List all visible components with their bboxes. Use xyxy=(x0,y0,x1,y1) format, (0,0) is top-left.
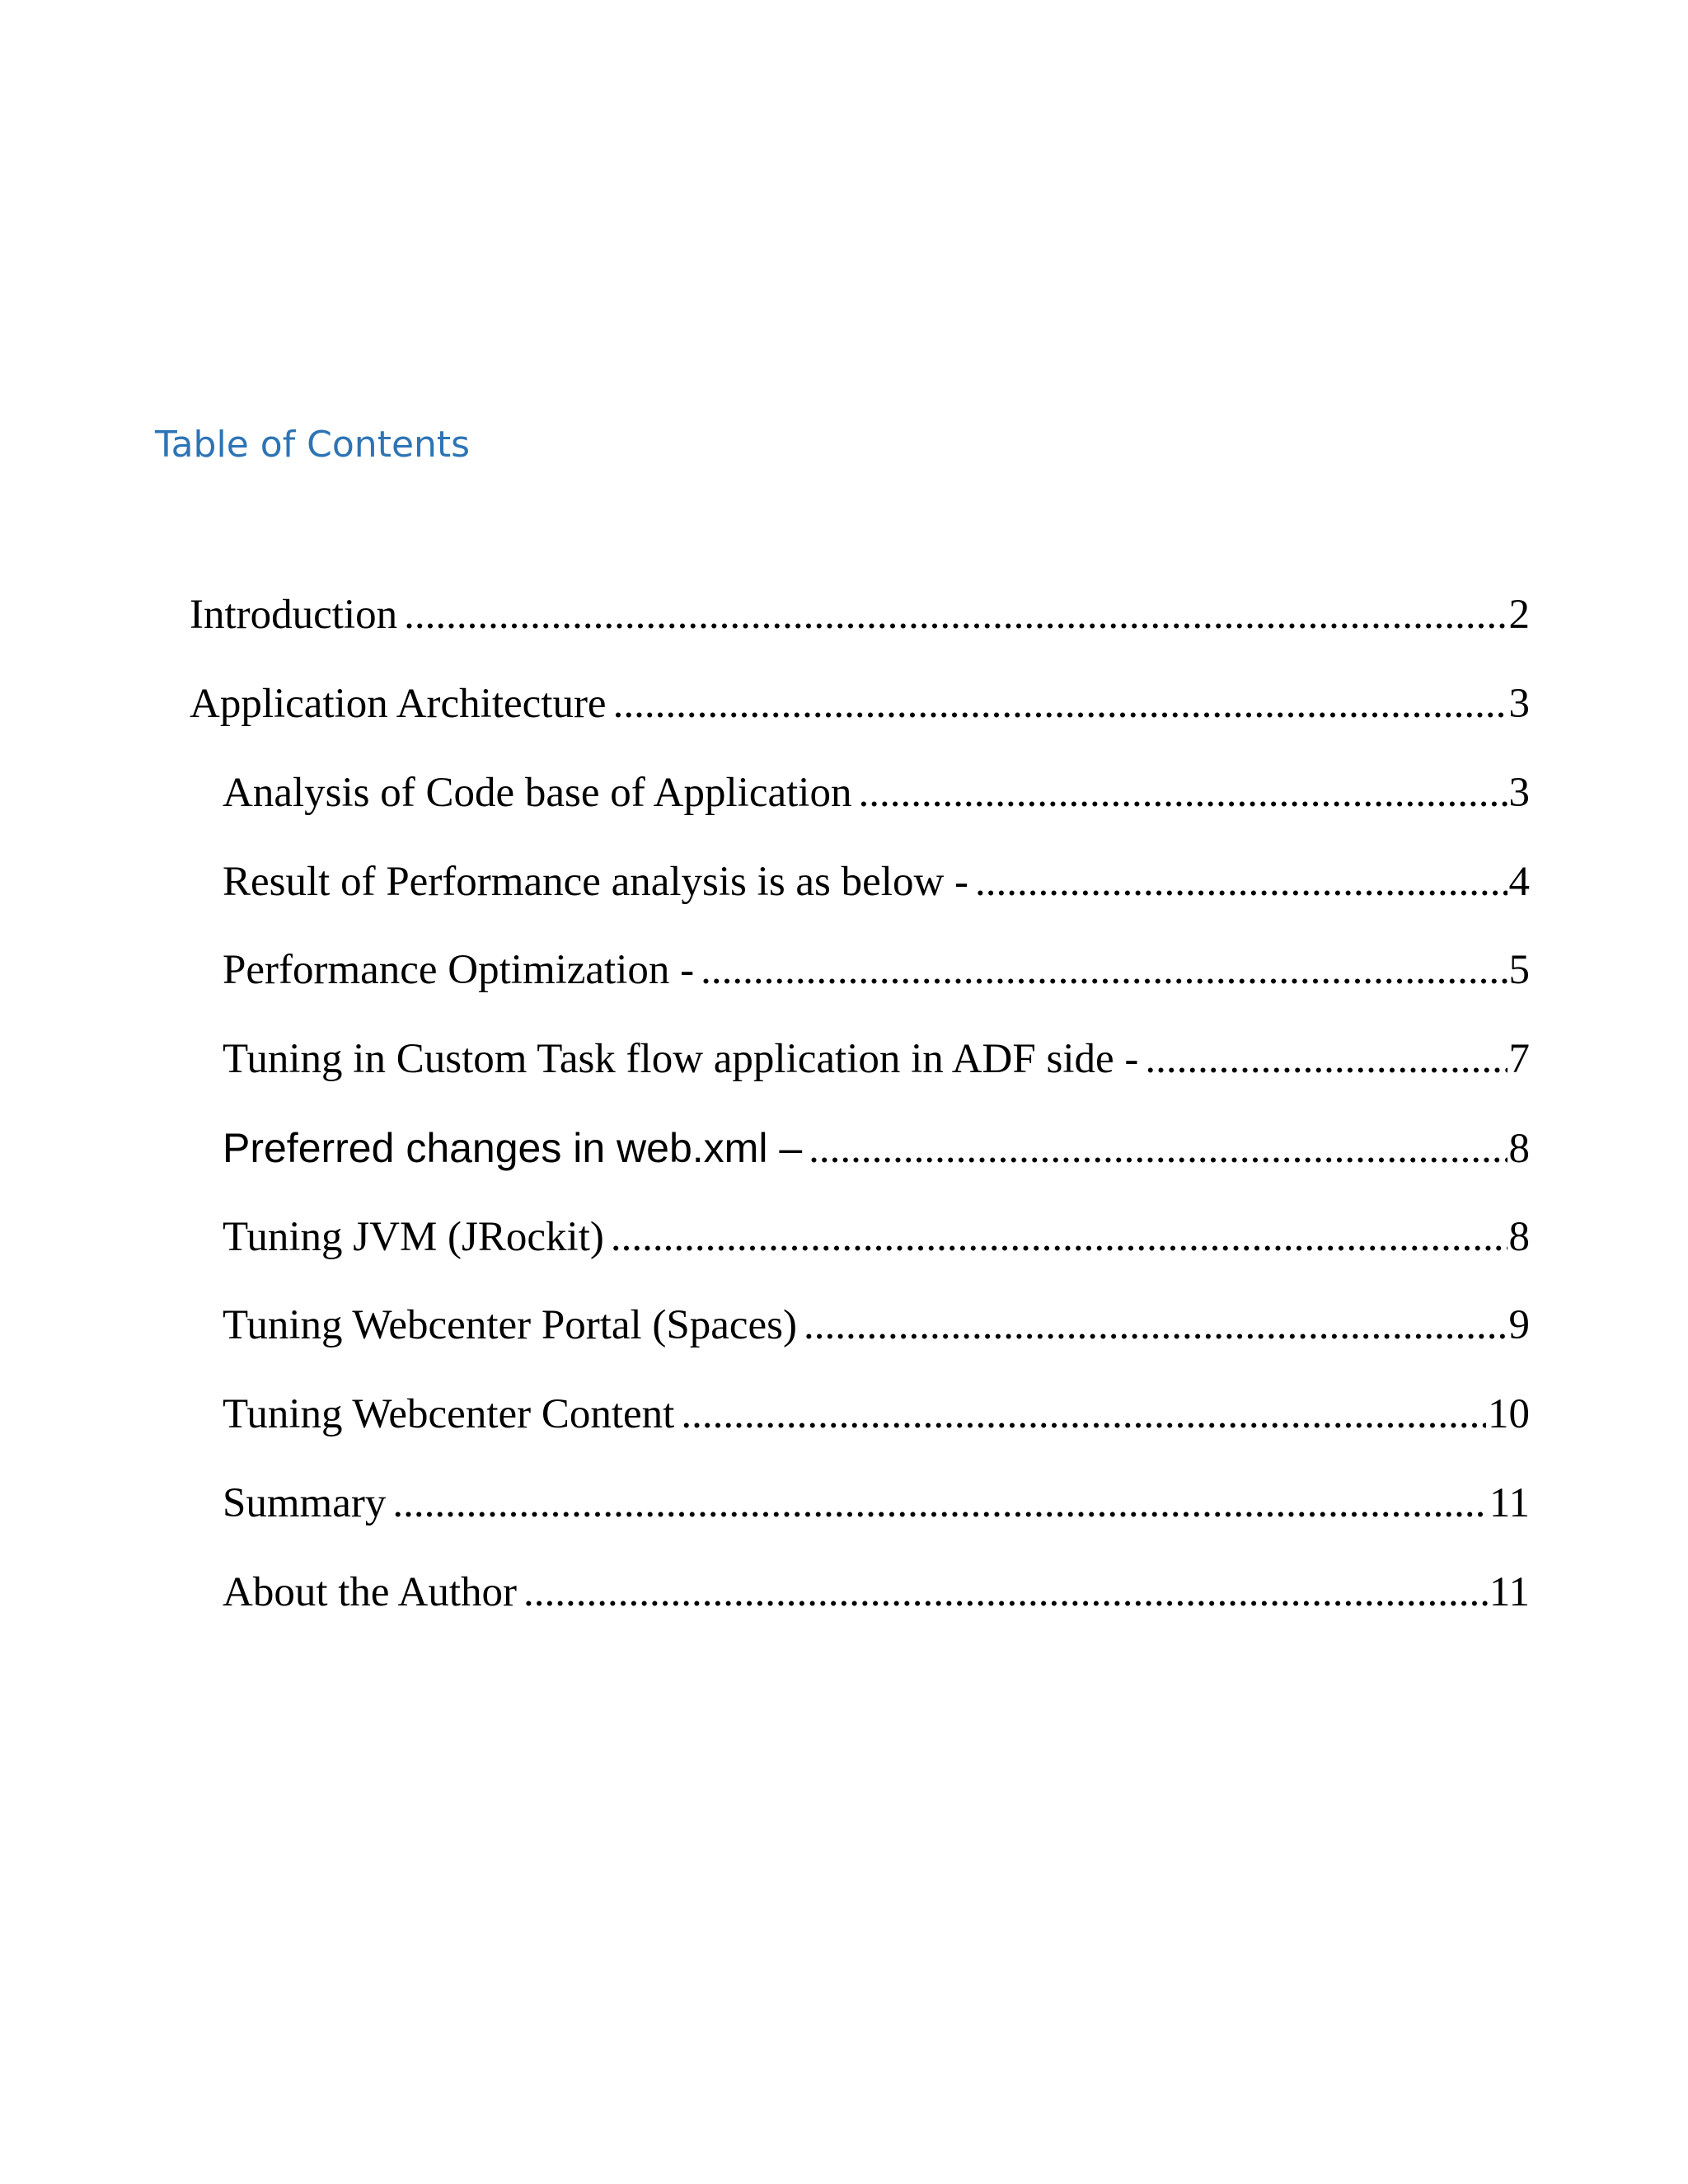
toc-dot-leader xyxy=(681,1385,1486,1443)
toc-page-number: 3 xyxy=(1508,770,1530,816)
toc-entry-introduction[interactable] xyxy=(190,586,1530,644)
toc-page-number: 11 xyxy=(1489,1480,1530,1526)
toc-dot-leader xyxy=(858,764,1507,822)
toc-dot-leader xyxy=(404,586,1507,644)
toc-dot-leader xyxy=(523,1563,1488,1621)
toc-entry-title: Analysis of Code base of Application xyxy=(223,770,852,816)
toc-dot-leader xyxy=(975,853,1507,911)
toc-page-number: 10 xyxy=(1488,1391,1530,1437)
toc-entry-title: Tuning Webcenter Content xyxy=(223,1391,675,1437)
toc-entry-title: Summary xyxy=(223,1480,387,1526)
toc-entry-webcenter-portal-tuning[interactable] xyxy=(223,1296,1530,1354)
toc-page-number: 4 xyxy=(1508,859,1530,905)
toc-entry-title: About the Author xyxy=(223,1569,517,1615)
toc-entry-title: Introduction xyxy=(190,592,398,638)
toc-dot-leader xyxy=(613,675,1507,733)
toc-entry-performance-optimization[interactable] xyxy=(223,941,1530,999)
toc-heading: Table of Contents xyxy=(155,424,471,466)
toc-page-number: 2 xyxy=(1508,592,1530,638)
toc-entry-jvm-tuning[interactable] xyxy=(223,1208,1530,1266)
toc-page-number: 9 xyxy=(1508,1302,1530,1348)
toc-page-number: 3 xyxy=(1508,681,1530,727)
toc-dot-leader xyxy=(804,1296,1507,1354)
toc-dot-leader xyxy=(392,1474,1488,1532)
toc-entry-webcenter-content-tuning[interactable] xyxy=(223,1385,1530,1443)
toc-dot-leader xyxy=(701,941,1507,999)
toc-entry-about-the-author[interactable] xyxy=(223,1563,1530,1621)
toc-entry-code-base-analysis[interactable] xyxy=(223,764,1530,822)
toc-page-number: 7 xyxy=(1508,1036,1530,1082)
toc-entry-adf-task-flow-tuning[interactable] xyxy=(223,1030,1530,1088)
toc-entry-title: Preferred changes in web.xml – xyxy=(223,1125,803,1171)
toc-entry-title: Tuning JVM (JRockit) xyxy=(223,1214,604,1260)
toc-entry-title: Tuning Webcenter Portal (Spaces) xyxy=(223,1302,798,1348)
toc-entry-web-xml-changes[interactable] xyxy=(223,1119,1530,1177)
toc-entry-title: Application Architecture xyxy=(190,681,607,727)
toc-page-number: 5 xyxy=(1508,947,1530,993)
toc-dot-leader xyxy=(1145,1030,1507,1088)
toc-entry-application-architecture[interactable] xyxy=(190,675,1530,733)
toc-dot-leader xyxy=(611,1208,1507,1266)
toc-page-number: 8 xyxy=(1508,1126,1530,1172)
toc-entry-performance-analysis-result[interactable] xyxy=(223,853,1530,911)
toc-entry-title: Performance Optimization - xyxy=(223,947,695,993)
toc-page-number: 8 xyxy=(1508,1214,1530,1260)
toc-page-number: 11 xyxy=(1489,1569,1530,1615)
toc-entry-title: Tuning in Custom Task flow application in ADF side - xyxy=(223,1036,1139,1082)
toc-entry-summary[interactable] xyxy=(223,1474,1530,1532)
toc-dot-leader xyxy=(809,1120,1507,1178)
toc-entry-title: Result of Performance analysis is as below - xyxy=(223,859,969,905)
